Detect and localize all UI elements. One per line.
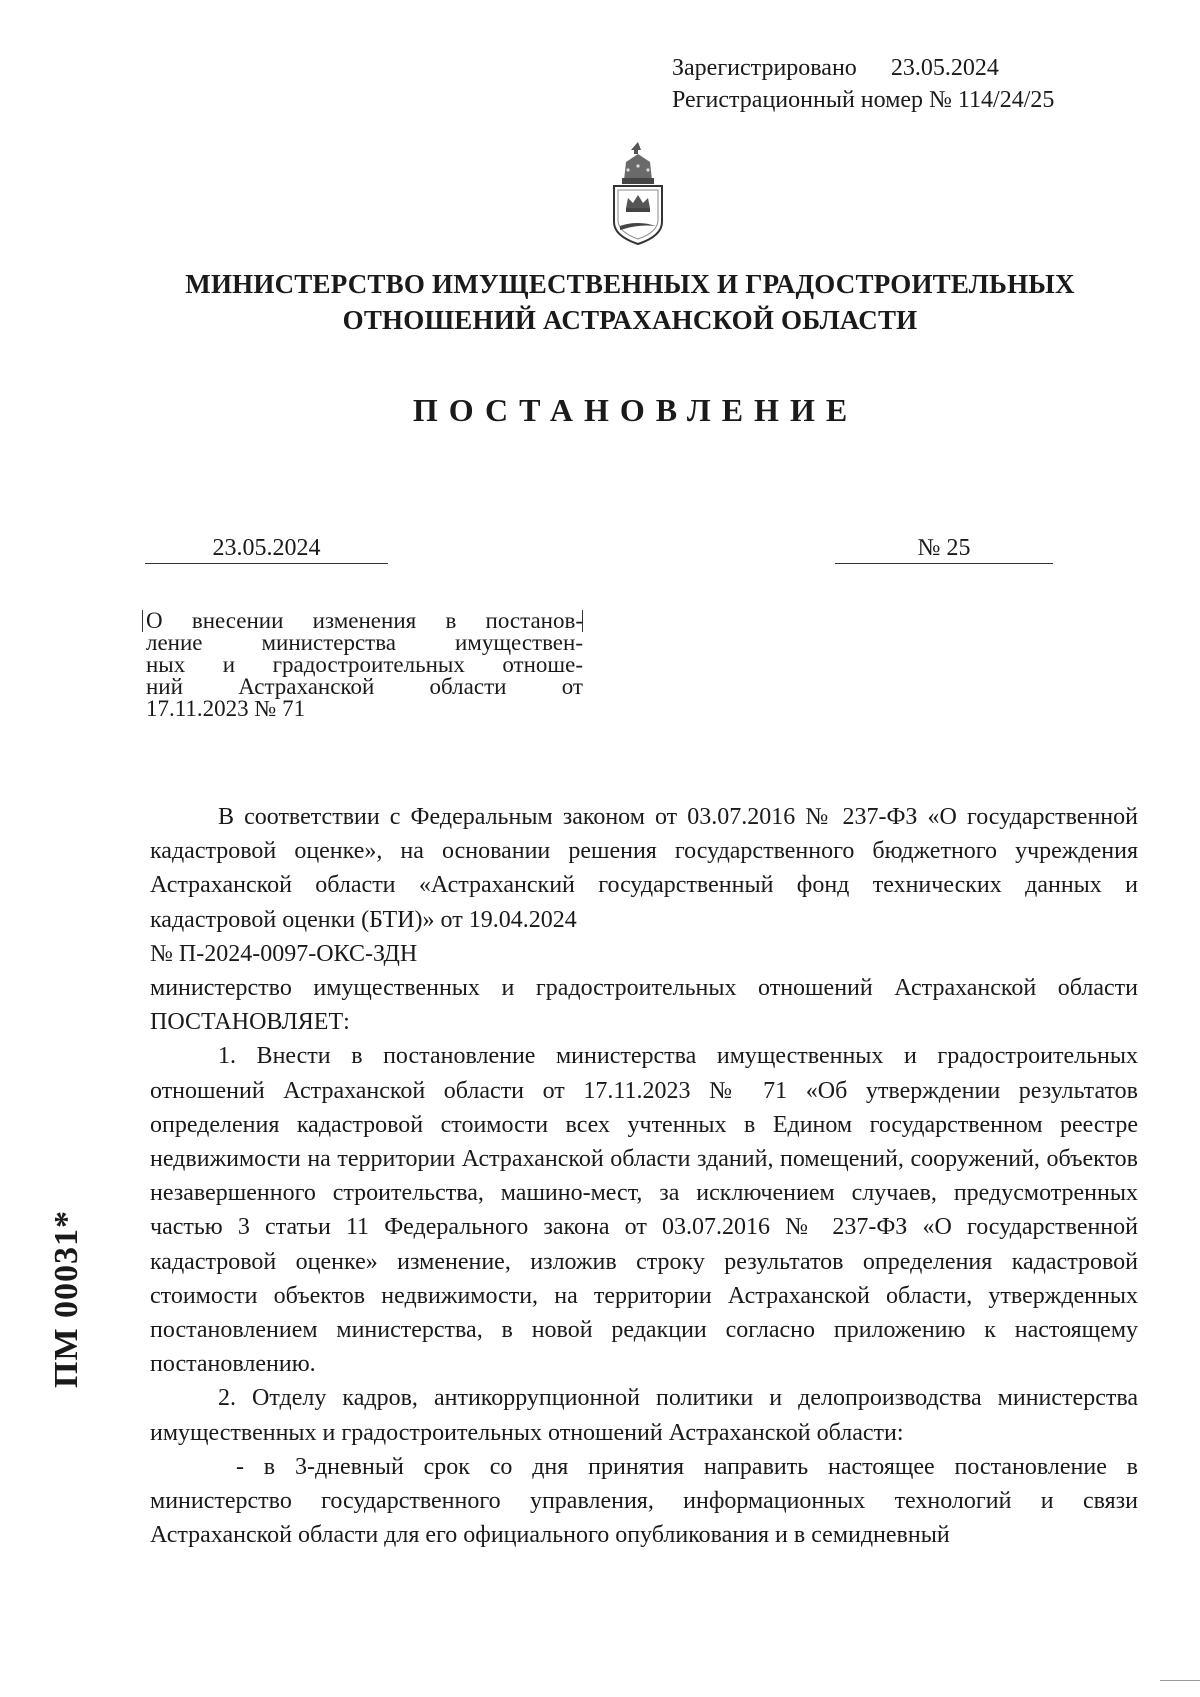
ministry-heading: [130, 266, 1130, 338]
body-item-2-dash: - в 3-дневный срок со дня принятия направить настоящее постановление в министерство государственного управления, информационных технологий и связи Астраханской области для его официального опубликования и в семидневный: [150, 1453, 1138, 1549]
body-preamble-ref: № П-2024-0097-ОКС-ЗДН: [150, 940, 418, 967]
subject-line: О внесении изменения в постанов-: [146, 608, 583, 633]
subject-bracket-left: [142, 610, 147, 632]
decree-date: 23.05.2024: [145, 533, 388, 564]
side-stamp: ПМ 00031*: [48, 1209, 85, 1388]
decree-subject: [146, 610, 583, 720]
decree-number: № 25: [835, 533, 1053, 564]
registration-stamp: [672, 52, 1054, 116]
registration-number: Регистрационный номер № 114/24/25: [672, 87, 1055, 113]
subject-line: 17.11.2023 № 71: [146, 696, 306, 721]
corner-mark: [1160, 1680, 1200, 1681]
subject-bracket-right: [582, 610, 587, 632]
registration-date: 23.05.2024: [890, 55, 999, 81]
subject-line: ний Астраханской области от: [146, 674, 583, 699]
body-item-2: 2. Отделу кадров, антикоррупционной политики и делопроизводства министерства имущественных и градостроительных отношений Астраханской области:: [150, 1385, 1138, 1446]
decree-title: ПОСТАНОВЛЕНИЕ: [412, 392, 859, 428]
decree-body: [150, 800, 1138, 1552]
coat-of-arms-icon: [608, 140, 668, 248]
ministry-heading-line1: МИНИСТЕРСТВО ИМУЩЕСТВЕННЫХ И ГРАДОСТРОИТЕЛЬНЫХ: [185, 269, 1075, 299]
registration-label: Зарегистрировано: [672, 55, 857, 81]
body-preamble: В соответствии с Федеральным законом от 03.07.2016 № 237-ФЗ «О государственной кадастровой оценке», на основании решения государственного бюджетного учреждения Астраханской области «Астраханский государственный фонд технических данных и кадастровой оценки (БТИ)» от 19.04.2024: [150, 804, 1138, 933]
subject-line: ление министерства имуществен-: [146, 630, 583, 655]
body-item-1: 1. Внести в постановление министерства имущественных и градостроительных отношений Астраханской области от 17.11.2023 № 71 «Об утверждении результатов определения кадастровой стоимости всех учтенных в Едином государственном реестре недвижимости на территории Астраханской области зданий, помещений, сооружений, объектов незавершенного строительства, машино-мест, за исключением случаев, предусмотренных частью 3 статьи 11 Федерального закона от 03.07.2016 № 237-ФЗ «О государственной кадастровой оценке» изменение, изложив строку результатов определения кадастровой стоимости объектов недвижимости, на территории Астраханской области, утвержденных постановлением министерства, в новой редакции согласно приложению к настоящему постановлению.: [150, 1043, 1138, 1378]
subject-line: ных и градостроительных отноше-: [146, 652, 583, 677]
body-resolves: министерство имущественных и градостроительных отношений Астраханской области ПОСТАНОВЛЯЕТ:: [150, 975, 1138, 1036]
registration-date-line: [672, 52, 1054, 84]
ministry-heading-line2: ОТНОШЕНИЙ АСТРАХАНСКОЙ ОБЛАСТИ: [342, 305, 918, 335]
